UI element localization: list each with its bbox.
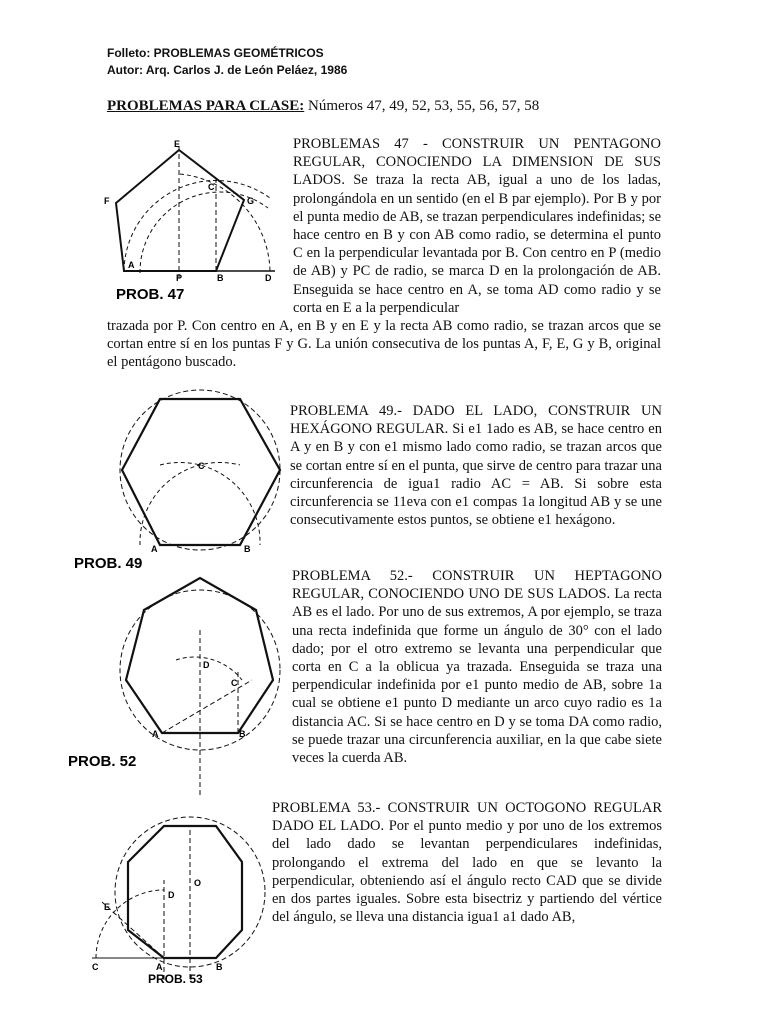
prob47-text-cont: trazada por P. Con centro en A, en B y en E y la recta AB como radio, se trazan arcos que se cortan entre sí en los puntas F y G. La unión consecutiva de los puntas A, F, E, G y B, original el pentágono buscado. bbox=[107, 318, 661, 371]
prob53-point-c: C bbox=[92, 962, 99, 972]
header-folleto: Folleto: PROBLEMAS GEOMÉTRICOS bbox=[107, 46, 324, 60]
prob47-label: PROB. 47 bbox=[116, 286, 185, 303]
prob49-point-b: B bbox=[244, 544, 251, 554]
prob52-label: PROB. 52 bbox=[68, 753, 137, 770]
prob47-figure bbox=[100, 138, 290, 308]
prob52-point-c: C bbox=[231, 678, 238, 688]
header-autor: Autor: Arq. Carlos J. de León Peláez, 1986 bbox=[107, 63, 348, 77]
prob47-point-d: D bbox=[265, 273, 272, 283]
prob52-figure bbox=[66, 570, 286, 800]
prob49-text: PROBLEMA 49.- DADO EL LADO, CONSTRUIR UN HEXÁGONO REGULAR. Si e1 1ado es AB, se hace centro en A y en B y con e1 mismo lado como radio, se trazan arcos que se cortan entre sí en el punta, que sirve de centro para trazar una circunferencia de igua1 radio AC = AB. Si sobre esta circunferencia se 11eva con e1 compas 1a longitud AB y se une consecutivamente estos puntos, se obtiene e1 hexágono. bbox=[290, 403, 662, 529]
prob52-point-d: D bbox=[203, 660, 210, 670]
prob47-text: PROBLEMAS 47 - CONSTRUIR UN PENTAGONO REGULAR, CONOCIENDO LA DIMENSION DE SUS LADOS. Se traza la recta AB, igual a uno de los ladas, prolongándola en un sentido (en el B par ejemplo). Por B y por el punta medio de AB, se trazan perpendiculares indefinidas; se hace centro en B y con AB como radio, se determina el punto C en la perpendicular levantada por B. Con centro en P (medio de AB) y PC de radio, se marca D en la prolongación de AB. Enseguida se hace centro en A, se toma AD como radio y se corta en E a la perpendicular bbox=[293, 136, 662, 316]
prob49-point-a: A bbox=[151, 544, 158, 554]
prob47-point-p: P bbox=[176, 273, 183, 283]
prob53-point-o: O bbox=[194, 878, 202, 888]
prob52-point-b: B bbox=[239, 729, 246, 739]
prob49-label: PROB. 49 bbox=[74, 555, 143, 572]
prob53-text: PROBLEMA 53.- CONSTRUIR UN OCTOGONO REGULAR DADO EL LADO. Por el punto medio y por uno de los extremos del lado dado se levantan perpendiculares indefinidas, prolongando el extrema del lado en que se levanto la perpendicular, obteniendo así el ángulo recto CAD que se divide en dos partes iguales. Sobre esta bisectriz y partiendo del vértice del ángulo, se lleva una distancia igua1 a1 dado AB, bbox=[272, 800, 662, 926]
prob47-point-e: E bbox=[174, 139, 181, 149]
prob49-figure bbox=[72, 390, 292, 580]
prob53-point-b: B bbox=[216, 962, 223, 972]
prob47-point-b: B bbox=[217, 273, 224, 283]
clase-numeros: Números 47, 49, 52, 53, 55, 56, 57, 58 bbox=[308, 98, 540, 114]
prob49-point-c: C bbox=[198, 461, 205, 471]
prob53-point-a: A bbox=[156, 962, 163, 972]
prob47-point-c: C bbox=[208, 182, 215, 192]
clase-label: PROBLEMAS PARA CLASE: bbox=[107, 98, 305, 114]
prob52-text: PROBLEMA 52.- CONSTRUIR UN HEPTAGONO REGULAR, CONOCIENDO UNO DE SUS LADOS. La recta AB es el lado. Por uno de sus extremos, A por ejemplo, se traza una recta indefinida que forme un ángulo de 30° con el lado dado; por el otro extremo se levanta una perpendicular que corta en C a la oblicua ya trazada. Enseguida se traza una perpendicular indefinida por e1 punto medio de AB, sobre 1a cual se obtiene e1 punto D mediante un arco cuyo radio es 1a distancia AC. Si se hace centro en D y se toma DA como radio, se puede trazar una circunferencia auxiliar, en la que cabe siete veces la cuerda AB. bbox=[292, 568, 662, 767]
clase-line bbox=[107, 98, 539, 115]
prob52-point-a: A bbox=[152, 729, 159, 739]
prob47-point-g: G bbox=[247, 196, 255, 206]
prob53-point-e: E bbox=[104, 902, 111, 912]
prob47-point-f: F bbox=[104, 196, 110, 206]
prob53-point-d: D bbox=[168, 890, 175, 900]
prob47-point-a: A bbox=[128, 260, 135, 270]
prob53-figure bbox=[92, 810, 272, 1000]
prob53-label: PROB. 53 bbox=[148, 972, 203, 986]
